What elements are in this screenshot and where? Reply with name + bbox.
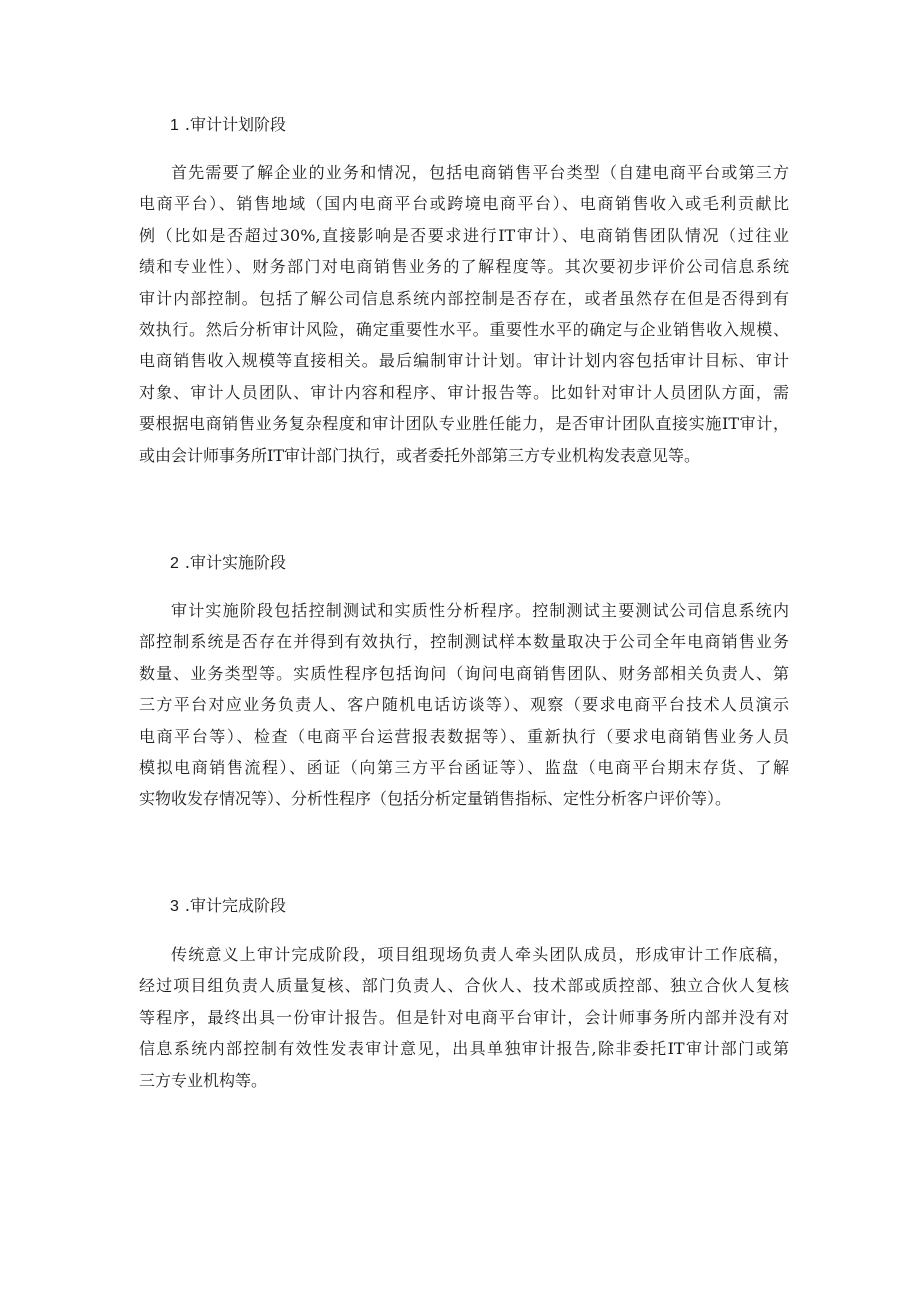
paragraph-line: 传统意义上审计完成阶段，项目组现场负责人牵头团队成员，形成审计工作底稿， xyxy=(171,945,789,964)
section-title: .审计完成阶段 xyxy=(184,896,286,915)
paragraph-line: 模拟电商销售流程）、函证（向第三方平台函证等）、监盘（电商平台期末存货、了解 xyxy=(139,757,789,777)
paragraph-line: 或由会计师事务所IT审计部门执行，或者委托外部第三方专业机构发表意见等。 xyxy=(139,445,700,465)
section-paragraph-1 xyxy=(139,157,789,471)
paragraph-line: 电商平台）、销售地域（国内电商平台或跨境电商平台）、电商销售收入或毛利贡献比 xyxy=(139,194,789,214)
paragraph-line: 部控制系统是否存在并得到有效执行，控制测试样本数量取决于公司全年电商销售业务 xyxy=(139,632,789,652)
section-title: .审计计划阶段 xyxy=(184,115,286,134)
paragraph-line: 电商销售收入规模等直接相关。最后编制审计计划。审计计划内容包括审计目标、审计 xyxy=(139,351,789,371)
paragraph-line: 对象、审计人员团队、审计内容和程序、审计报告等。比如针对审计人员团队方面，需 xyxy=(139,382,789,402)
paragraph-line: 审计内部控制。包括了解公司信息系统内部控制是否存在，或者虽然存在但是否得到有 xyxy=(139,288,789,308)
paragraph-line: 信息系统内部控制有效性发表审计意见，出具单独审计报告,除非委托IT审计部门或第 xyxy=(139,1039,789,1059)
paragraph-line: 经过项目组负责人质量复核、部门负责人、合伙人、技术部或质控部、独立合伙人复核 xyxy=(139,976,789,996)
paragraph-line: 实物收发存情况等）、分析性程序（包括分析定量销售指标、定性分析客户评价等）。 xyxy=(139,789,732,809)
section-title: .审计实施阶段 xyxy=(184,553,286,572)
paragraph-line: 首先需要了解企业的业务和情况，包括电商销售平台类型（自建电商平台或第三方 xyxy=(171,163,789,182)
section-heading-3 xyxy=(170,895,286,918)
paragraph-line: 效执行。然后分析审计风险，确定重要性水平。重要性水平的确定与企业销售收入规模、 xyxy=(139,319,789,339)
paragraph-line: 例（比如是否超过30%,直接影响是否要求进行IT审计）、电商销售团队情况（过往业 xyxy=(139,225,789,245)
paragraph-line: 三方平台对应业务负责人、客户随机电话访谈等）、观察（要求电商平台技术人员演示 xyxy=(139,695,789,715)
paragraph-line: 电商平台等）、检查（电商平台运营报表数据等）、重新执行（要求电商销售业务人员 xyxy=(139,726,789,746)
section-number: 3 xyxy=(170,898,179,915)
paragraph-line: 要根据电商销售业务复杂程度和审计团队专业胜任能力，是否审计团队直接实施IT审计， xyxy=(139,414,789,434)
paragraph-line: 绩和专业性）、财务部门对电商销售业务的了解程度等。其次要初步评价公司信息系统 xyxy=(139,257,789,277)
section-number: 2 xyxy=(170,555,179,572)
paragraph-line: 数量、业务类型等。实质性程序包括询问（询问电商销售团队、财务部相关负责人、第 xyxy=(139,663,789,683)
paragraph-line: 审计实施阶段包括控制测试和实质性分析程序。控制测试主要测试公司信息系统内 xyxy=(171,601,789,620)
section-number: 1 xyxy=(170,117,179,134)
paragraph-line: 等程序，最终出具一份审计报告。但是针对电商平台审计，会计师事务所内部并没有对 xyxy=(139,1007,789,1027)
section-paragraph-3 xyxy=(139,939,789,1096)
section-paragraph-2 xyxy=(139,595,789,815)
section-heading-1 xyxy=(170,114,286,137)
paragraph-line: 三方专业机构等。 xyxy=(139,1070,268,1090)
section-heading-2 xyxy=(170,552,286,575)
